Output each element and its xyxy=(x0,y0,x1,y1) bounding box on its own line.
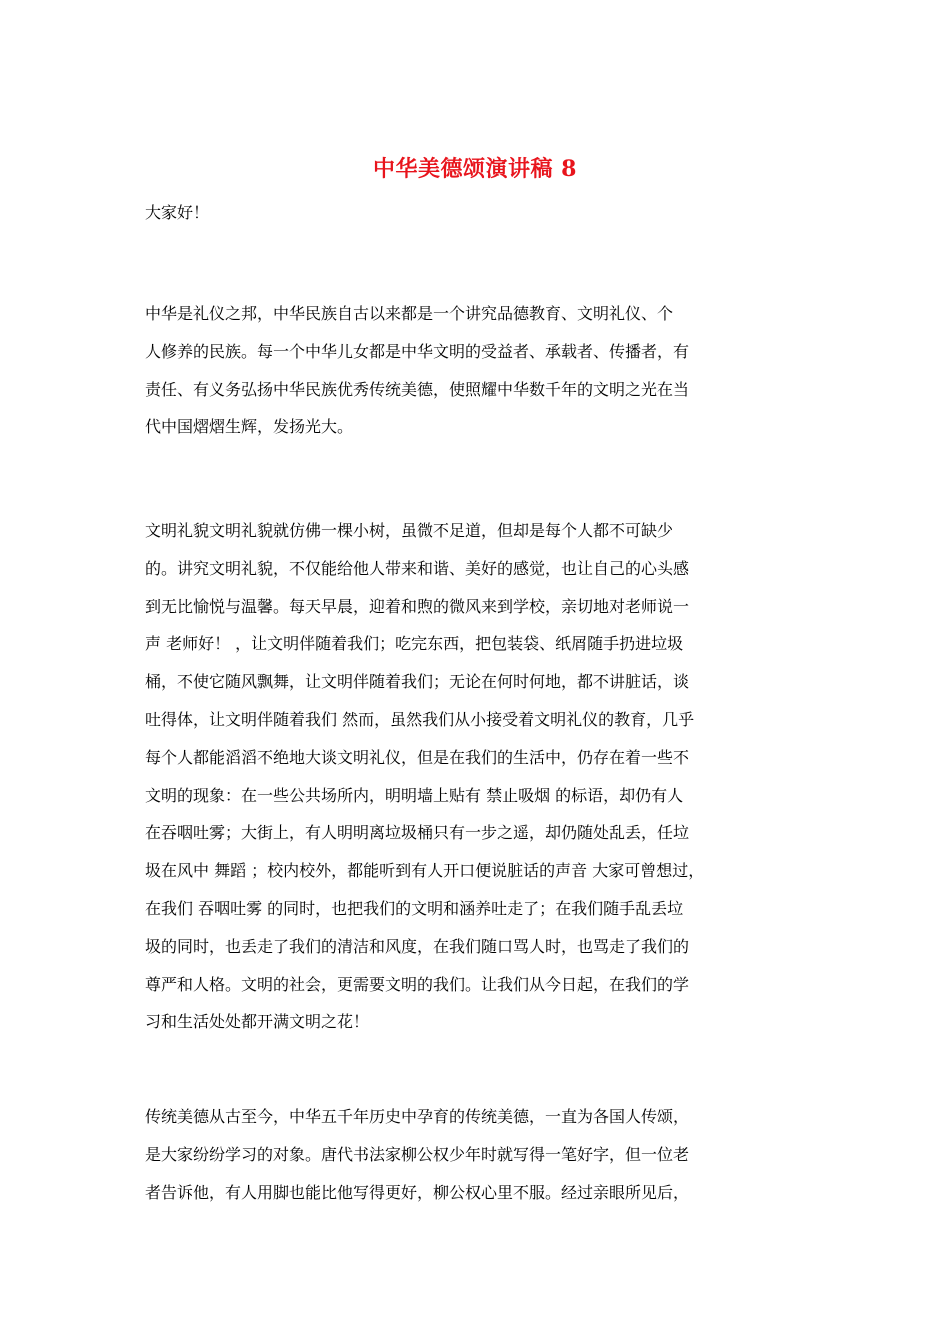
paragraph-line: 是大家纷纷学习的对象。唐代书法家柳公权少年时就写得一笔好字，但一位老 xyxy=(145,1144,690,1164)
paragraph-line: 责任、有义务弘扬中华民族优秀传统美德，使照耀中华数千年的文明之光在当 xyxy=(145,379,690,399)
paragraph-line: 习和生活处处都开满文明之花！ xyxy=(145,1012,370,1032)
paragraph-line: 的。讲究文明礼貌，不仅能给他人带来和谐、美好的感觉，也让自己的心头感 xyxy=(145,558,690,578)
paragraph-line: 桶，不使它随风飘舞，让文明伴随着我们；无论在何时何地，都不讲脏话，谈 xyxy=(145,672,690,692)
paragraph-line: 尊严和人格。文明的社会，更需要文明的我们。让我们从今日起，在我们的学 xyxy=(145,974,690,994)
paragraph-line: 吐得体，让文明伴随着我们 然而，虽然我们从小接受着文明礼仪的教育，几乎 xyxy=(145,709,695,729)
paragraph-line: 人修养的民族。每一个中华儿女都是中华文明的受益者、承载者、传播者，有 xyxy=(145,341,690,361)
paragraph-line: 每个人都能滔滔不绝地大谈文明礼仪，但是在我们的生活中，仍存在着一些不 xyxy=(145,747,690,767)
greeting-text: 大家好！ xyxy=(145,203,210,222)
paragraph-line: 声 老师好！ ，让文明伴随着我们；吃完东西，把包装袋、纸屑随手扔进垃圾 xyxy=(145,634,684,654)
paragraph-line: 圾的同时，也丢走了我们的清洁和风度，在我们随口骂人时，也骂走了我们的 xyxy=(145,936,690,956)
paragraph-line: 文明的现象：在一些公共场所内，明明墙上贴有 禁止吸烟 的标语，却仍有人 xyxy=(145,785,684,805)
paragraph-line: 到无比愉悦与温馨。每天早晨，迎着和煦的微风来到学校，亲切地对老师说一 xyxy=(145,596,690,616)
paragraph-line: 在我们 吞咽吐雾 的同时，也把我们的文明和涵养吐走了；在我们随手乱丢垃 xyxy=(145,898,684,918)
paragraph-line: 圾在风中 舞蹈 ；校内校外，都能听到有人开口便说脏话的声音 大家可曾想过， xyxy=(145,861,705,881)
paragraph-1 xyxy=(145,295,825,446)
document-title: 中华美德颂演讲稿 8 xyxy=(373,156,577,182)
paragraph-2 xyxy=(145,512,825,1041)
paragraph-line: 文明礼貌文明礼貌就仿佛一棵小树，虽微不足道，但却是每个人都不可缺少 xyxy=(145,521,674,540)
paragraph-3 xyxy=(145,1098,825,1211)
paragraph-line: 传统美德从古至今，中华五千年历史中孕育的传统美德，一直为各国人传颂， xyxy=(145,1107,690,1126)
paragraph-line: 中华是礼仪之邦，中华民族自古以来都是一个讲究品德教育、文明礼仪、个 xyxy=(145,304,674,323)
paragraph-line: 者告诉他，有人用脚也能比他写得更好，柳公权心里不服。经过亲眼所见后， xyxy=(145,1182,690,1202)
paragraph-line: 代中国熠熠生辉，发扬光大。 xyxy=(145,417,354,437)
paragraph-line: 在吞咽吐雾；大街上，有人明明离垃圾桶只有一步之遥，却仍随处乱丢，任垃 xyxy=(145,823,690,843)
